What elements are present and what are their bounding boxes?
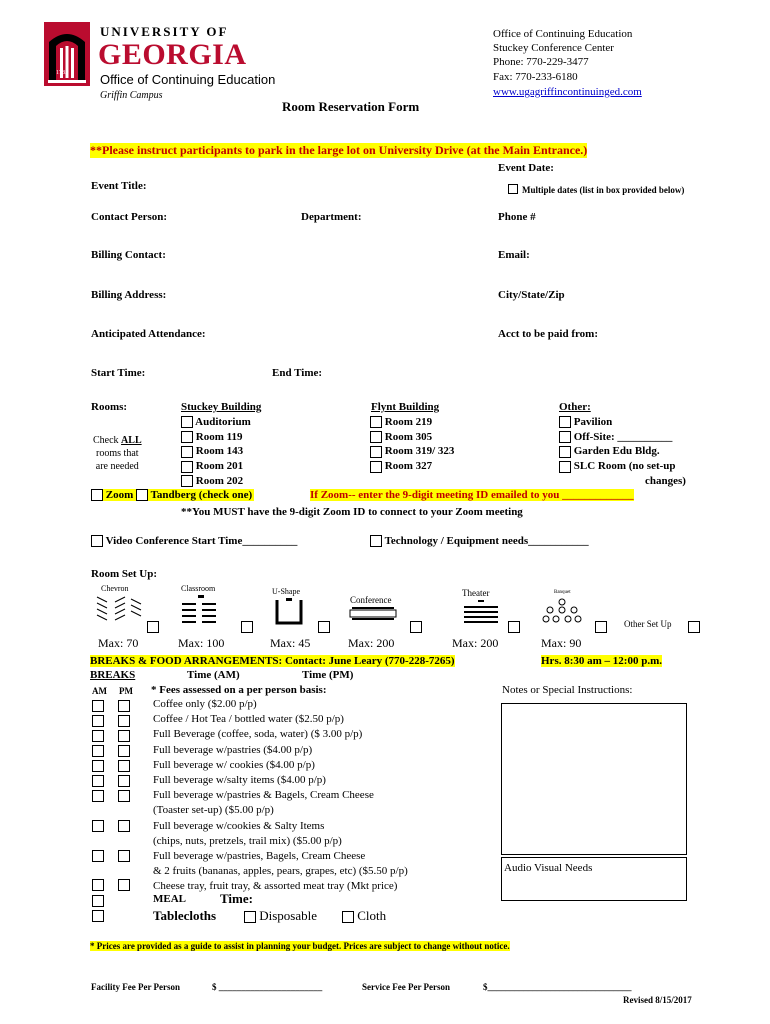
setup-max: Max: 90	[541, 636, 582, 650]
meal-label: MEAL	[153, 893, 186, 905]
cloth-checkbox[interactable]	[342, 911, 354, 923]
room-checkbox[interactable]	[370, 461, 382, 473]
flynt-heading: Flynt Building	[371, 401, 440, 413]
other-list	[559, 415, 686, 489]
am-checkbox[interactable]	[92, 775, 104, 787]
room-option[interactable]	[370, 444, 454, 459]
acct-label: Acct to be paid from:	[498, 328, 598, 340]
break-item: Full beverage w/salty items ($4.00 p/p)	[153, 774, 326, 787]
am-checkbox[interactable]	[92, 820, 104, 832]
zoom-checkbox[interactable]	[91, 489, 103, 501]
revised-date: Revised 8/15/2017	[623, 995, 692, 1005]
start-time-label: Start Time:	[91, 367, 146, 379]
setup-theater	[460, 588, 510, 628]
disposable-option[interactable]	[244, 908, 317, 924]
check-note-line3: are needed	[95, 461, 139, 472]
notes-label: Notes or Special Instructions:	[502, 684, 633, 696]
stuckey-list	[181, 415, 251, 489]
banquet-diagram-icon	[540, 598, 584, 624]
am-checkbox[interactable]	[92, 700, 104, 712]
service-fee-blank[interactable]: $________________________________	[483, 982, 632, 992]
break-item: Full beverage w/ cookies ($4.00 p/p)	[153, 758, 315, 771]
event-title-label: Event Title:	[91, 180, 147, 192]
pm-checkbox[interactable]	[118, 790, 130, 802]
setup-name: Conference	[350, 595, 392, 605]
tech-row[interactable]	[370, 535, 589, 547]
disposable-label: Disposable	[259, 908, 318, 923]
setup-conference-checkbox[interactable]	[410, 621, 422, 633]
pm-checkbox[interactable]	[118, 700, 130, 712]
setup-classroom	[178, 584, 228, 624]
break-item: (chips, nuts, pretzels, trail mix) ($5.00 p/p)	[153, 834, 342, 847]
pm-checkbox[interactable]	[118, 775, 130, 787]
cloth-option[interactable]	[342, 908, 386, 924]
phone-label: Phone #	[498, 211, 536, 223]
room-label: Room 327	[384, 460, 433, 473]
stuckey-heading: Stuckey Building	[181, 401, 262, 413]
room-label: SLC Room (no set-up	[573, 460, 676, 473]
parking-notice: **Please instruct participants to park in the large lot on University Drive (at the Main Entrance.)	[90, 143, 588, 157]
pm-checkbox[interactable]	[118, 730, 130, 742]
setup-ushape-checkbox[interactable]	[318, 621, 330, 633]
pm-checkbox[interactable]	[118, 820, 130, 832]
pm-checkbox[interactable]	[118, 850, 130, 862]
am-checkbox[interactable]	[92, 745, 104, 757]
fees-note: * Fees assessed on a per person basis:	[151, 684, 327, 696]
am-label: AM	[92, 686, 107, 696]
room-option[interactable]	[181, 415, 251, 430]
tandberg-label: Tandberg (check one)	[150, 489, 253, 501]
multiple-dates-label: Multiple dates (list in box provided below)	[522, 185, 685, 195]
setup-banquet	[540, 590, 590, 626]
setup-classroom-checkbox[interactable]	[241, 621, 253, 633]
disposable-checkbox[interactable]	[244, 911, 256, 923]
room-checkbox[interactable]	[559, 416, 571, 428]
break-item: Full beverage w/pastries & Bagels, Cream Cheese	[153, 789, 374, 802]
setup-max: Max: 45	[270, 636, 311, 650]
room-option[interactable]	[370, 459, 454, 474]
theater-diagram-icon	[460, 600, 502, 624]
am-checkbox[interactable]	[92, 715, 104, 727]
room-label: Garden Edu Bldg.	[573, 445, 660, 458]
room-checkbox[interactable]	[370, 446, 382, 458]
tablecloths-label: Tablecloths	[153, 908, 217, 923]
break-item: Coffee only ($2.00 p/p)	[153, 698, 257, 710]
video-conf-label: Video Conference Start Time__________	[105, 535, 298, 547]
conference-diagram-icon	[348, 607, 400, 621]
zoom-label: Zoom	[105, 489, 134, 501]
room-checkbox[interactable]	[181, 416, 193, 428]
attendance-label: Anticipated Attendance:	[91, 328, 206, 340]
classroom-diagram-icon	[180, 595, 220, 625]
univ-line1: UNIVERSITY OF	[100, 24, 229, 39]
billing-contact-label: Billing Contact:	[91, 249, 166, 261]
cloth-label: Cloth	[357, 908, 387, 923]
email-label: Email:	[498, 249, 530, 261]
break-item: Full beverage w/cookies & Salty Items	[153, 819, 325, 832]
room-checkbox[interactable]	[559, 431, 571, 443]
time-pm-label: Time (PM)	[302, 669, 354, 681]
uga-logo	[44, 20, 284, 100]
setup-name: Classroom	[181, 584, 216, 593]
tandberg-checkbox[interactable]	[136, 489, 148, 501]
room-checkbox[interactable]	[370, 416, 382, 428]
department-label: Department:	[301, 211, 362, 223]
room-label: Room 201	[195, 460, 244, 473]
break-item: (Toaster set-up) ($5.00 p/p)	[153, 804, 274, 817]
zoom-row	[91, 489, 254, 501]
event-date-label: Event Date:	[498, 162, 554, 174]
setup-chevron	[95, 584, 155, 624]
setup-ushape	[272, 587, 312, 627]
tech-checkbox[interactable]	[370, 535, 382, 547]
room-option[interactable]	[181, 474, 251, 489]
city-state-zip-label: City/State/Zip	[498, 289, 565, 301]
pm-checkbox[interactable]	[118, 760, 130, 772]
room-checkbox[interactable]	[559, 461, 571, 473]
notes-box[interactable]	[501, 703, 687, 855]
break-item: & 2 fruits (bananas, apples, pears, grapes, etc) ($5.50 p/p)	[153, 865, 408, 878]
room-checkbox[interactable]	[181, 475, 193, 487]
am-checkbox[interactable]	[92, 730, 104, 742]
av-label: Audio Visual Needs	[504, 862, 593, 874]
time-am-label: Time (AM)	[187, 669, 240, 681]
meal-checkbox[interactable]	[92, 895, 104, 907]
setup-name: Theater	[462, 588, 490, 598]
room-setup-label: Room Set Up:	[91, 568, 157, 580]
facility-fee-blank[interactable]: $ _______________________	[212, 982, 323, 992]
setup-name: Banquet	[554, 590, 571, 595]
room-option[interactable]	[559, 444, 686, 459]
contact-fax: Fax: 770-233-6180	[493, 71, 578, 83]
meal-time-label: Time:	[220, 891, 253, 906]
video-conf-checkbox[interactable]	[91, 535, 103, 547]
check-all-note	[93, 434, 142, 473]
setup-max: Max: 200	[452, 636, 499, 650]
check-note-all: ALL	[121, 435, 142, 446]
room-option[interactable]	[181, 459, 251, 474]
room-option[interactable]	[559, 430, 686, 445]
setup-conference	[348, 595, 408, 625]
room-label: Room 143	[195, 445, 244, 458]
break-items	[153, 697, 408, 895]
room-checkbox[interactable]	[559, 446, 571, 458]
setup-name: U-Shape	[272, 587, 300, 596]
contact-line2: Stuckey Conference Center	[493, 42, 614, 54]
room-label: Room 305	[384, 430, 433, 443]
pm-checkbox[interactable]	[118, 745, 130, 757]
office-name: Office of Continuing Education	[100, 72, 276, 87]
break-item: Full beverage w/pastries, Bagels, Cream Cheese	[153, 850, 366, 863]
room-checkbox[interactable]	[181, 461, 193, 473]
zoom-id-note: If Zoom-- enter the 9-digit meeting ID emailed to you _____________	[310, 489, 634, 501]
campus-name: Griffin Campus	[100, 90, 163, 101]
video-conf-row[interactable]	[91, 535, 297, 547]
setup-max: Max: 200	[348, 636, 395, 650]
other-setup-checkbox[interactable]	[688, 621, 700, 633]
end-time-label: End Time:	[272, 367, 323, 379]
billing-address-label: Billing Address:	[91, 289, 167, 301]
arch-seal-icon	[44, 22, 90, 86]
facility-fee-label: Facility Fee Per Person	[91, 982, 181, 992]
tablecloths-checkbox[interactable]	[92, 910, 104, 922]
other-heading: Other:	[559, 401, 591, 413]
setup-max: Max: 70	[98, 636, 139, 650]
breaks-hours: Hrs. 8:30 am – 12:00 p.m.	[541, 655, 662, 667]
check-note-line2: rooms that	[96, 448, 139, 459]
contact-person-label: Contact Person:	[91, 211, 168, 223]
setup-max: Max: 100	[178, 636, 225, 650]
room-label: Room 119	[195, 430, 243, 443]
other-setup-label: Other Set Up	[624, 619, 672, 629]
room-option[interactable]	[181, 444, 251, 459]
room-option[interactable]	[370, 415, 454, 430]
room-label: Room 319/ 323	[384, 445, 455, 458]
tech-label: Technology / Equipment needs___________	[384, 535, 589, 547]
setup-chevron-checkbox[interactable]	[147, 621, 159, 633]
am-checkbox[interactable]	[92, 879, 104, 891]
setup-banquet-checkbox[interactable]	[595, 621, 607, 633]
check-note-prefix: Check	[93, 435, 122, 446]
setup-name: Chevron	[101, 584, 129, 593]
room-label-continued: changes)	[645, 474, 686, 487]
contact-phone: Phone: 770-229-3477	[493, 56, 589, 68]
contact-url[interactable]: www.ugagriffincontinuinged.com	[493, 86, 642, 98]
univ-line2: GEORGIA	[98, 38, 247, 71]
break-item: Full beverage w/pastries ($4.00 p/p)	[153, 743, 313, 756]
break-item: Full Beverage (coffee, soda, water) ($ 3.00 p/p)	[153, 728, 363, 741]
am-checkbox[interactable]	[92, 790, 104, 802]
breaks-header: BREAKS & FOOD ARRANGEMENTS: Contact: June Leary (770-228-7265)	[90, 655, 455, 667]
room-label: Off-Site: __________	[573, 430, 673, 443]
room-checkbox[interactable]	[181, 431, 193, 443]
room-option[interactable]	[181, 430, 251, 445]
room-checkbox[interactable]	[370, 431, 382, 443]
flynt-list	[370, 415, 454, 474]
setup-theater-checkbox[interactable]	[508, 621, 520, 633]
pm-label: PM	[119, 686, 133, 696]
ushape-diagram-icon	[274, 598, 304, 626]
room-checkbox[interactable]	[181, 446, 193, 458]
room-label: Room 219	[384, 416, 433, 428]
multiple-dates-checkbox[interactable]	[508, 184, 518, 194]
seal-year: 1785	[56, 70, 68, 76]
am-checkbox[interactable]	[92, 760, 104, 772]
room-option[interactable]	[370, 430, 454, 445]
room-label: Auditorium	[195, 416, 251, 428]
zoom-must-note: **You MUST have the 9-digit Zoom ID to connect to your Zoom meeting	[181, 506, 523, 518]
room-option[interactable]	[559, 415, 686, 430]
room-label: Room 202	[195, 474, 244, 487]
rooms-label: Rooms:	[91, 401, 128, 413]
am-checkbox[interactable]	[92, 850, 104, 862]
break-item: Cheese tray, fruit tray, & assorted meat tray (Mkt price)	[153, 880, 398, 893]
break-item: Coffee / Hot Tea / bottled water ($2.50 p/p)	[153, 713, 344, 726]
pm-checkbox[interactable]	[118, 715, 130, 727]
form-title: Room Reservation Form	[282, 99, 420, 114]
room-label: Pavilion	[573, 416, 613, 428]
chevron-diagram-icon	[95, 595, 147, 625]
price-note: * Prices are provided as a guide to assist in planning your budget. Prices are subject to change without notice.	[90, 941, 510, 951]
pm-checkbox[interactable]	[118, 879, 130, 891]
room-option[interactable]	[559, 459, 686, 474]
multiple-dates-checkbox-row[interactable]	[508, 180, 684, 198]
breaks-label: BREAKS	[90, 669, 136, 681]
contact-line1: Office of Continuing Education	[493, 28, 633, 40]
service-fee-label: Service Fee Per Person	[362, 982, 451, 992]
